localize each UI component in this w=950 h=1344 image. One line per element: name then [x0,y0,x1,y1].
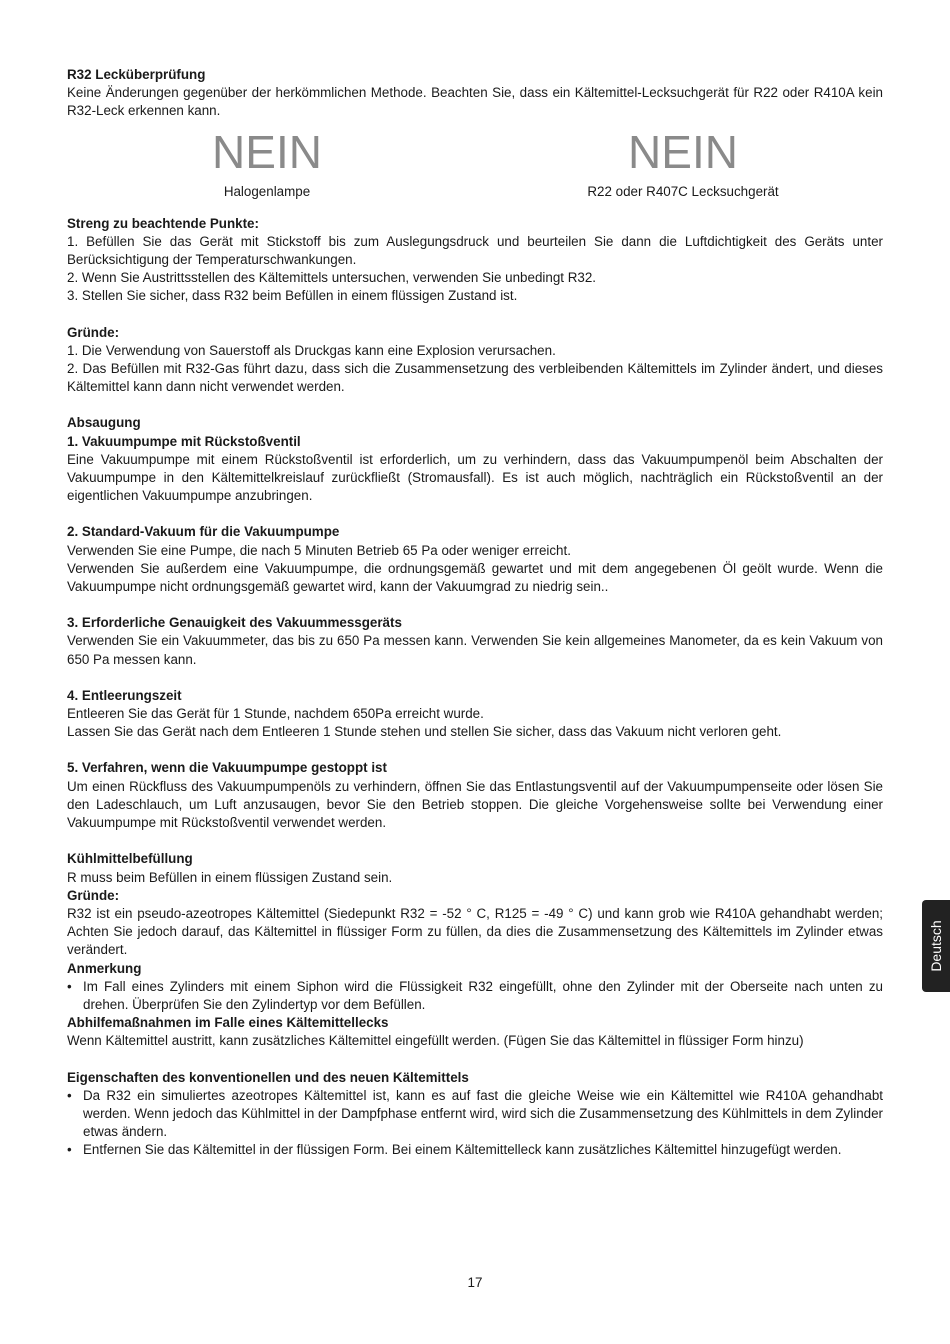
note-list [67,978,883,1014]
nein-row [67,121,883,207]
evac-s5-heading: 5. Verfahren, wenn die Vakuumpumpe gestoppt ist [67,760,387,776]
evac-s1-text: Eine Vakuumpumpe mit einem Rückstoßventil ist erforderlich, um zu verhindern, dass das Vakuumpumpenöl beim Abschalten der Vakuumpumpe in den Kältemittelkreislauf zurückfließt (Stromausfall). Es ist auch möglich, nachträglich ein Rückstoßventil an der eigentlichen Vakuumpumpe anzubringen. [67,451,883,504]
remedy-heading: Abhilfemaßnahmen im Falle eines Kältemittellecks [67,1015,389,1031]
evac-s2-heading: 2. Standard-Vakuum für die Vakuumpumpe [67,524,340,540]
evac-s1-heading: 1. Vakuumpumpe mit Rückstoßventil [67,433,301,449]
language-tab-label: Deutsch [927,920,944,972]
reasons-heading: Gründe: [67,324,120,340]
caption-left: Halogenlampe [223,183,311,199]
props-list [67,1087,883,1160]
leak-heading: R32 Lecküberprüfung [67,67,206,82]
props-item-2: • Entfernen Sie das Kältemittel in der flüssigen Form. Bei einem Kältemittelleck kann zusätzliches Kältemittel hinzugefügt werden. [67,1141,883,1159]
language-tab [922,900,950,992]
nein-right-block [567,121,799,201]
reasons-item-1: 1. Die Verwendung von Sauerstoff als Druckgas kann eine Explosion verursachen. [67,342,556,358]
evac-s3-heading: 3. Erforderliche Genauigkeit des Vakuummessgeräts [67,615,402,631]
evac-s4-heading: 4. Entleerungszeit [67,687,182,703]
points-heading: Streng zu beachtende Punkte: [67,215,259,231]
page-number: 17 [467,1275,483,1290]
caption-right: R22 oder R407C Lecksuchgerät [587,183,779,199]
leak-text: Keine Änderungen gegenüber der herkömmlichen Methode. Beachten Sie, dass ein Kältemittel-Lecksuchgerät für R22 oder R410A kein R32-Leck erkennen kann. [67,85,883,119]
points-item-3: 3. Stellen Sie sicher, dass R32 beim Befüllen in einem flüssigen Zustand ist. [67,288,518,304]
charge-reasons-text: R32 ist ein pseudo-azeotropes Kältemittel (Siedepunkt R32 = -52 ° C, R125 = -49 ° C) und kann grob wie R410A gehandhabt werden; Achten Sie jedoch darauf, das Kältemittel in flüssiger Form zu füllen, da dies die Zusammensetzung des Kältemittels im Zylinder etwas verändert. [67,905,883,958]
reasons-item-2: 2. Das Befüllen mit R32-Gas führt dazu, dass sich die Zusammensetzung des verbleibenden Kältemittels im Zylinder ändert, und dieses Kältemittel kann dann nicht verwendet werden. [67,361,883,395]
nein-right: NEIN [628,125,738,178]
evac-s2-text2: Verwenden Sie außerdem eine Vakuumpumpe, die ordnungsgemäß gewartet und mit dem angegebenen Öl geölt wurde. Wenn die Vakuumpumpe nicht ordnungsgemäß gewartet wird, kann der Vakuumgrad zu niedrig sein.. [67,560,883,595]
note-item: • Im Fall eines Zylinders mit einem Siphon wird die Flüssigkeit R32 eingefüllt, ohne den Zylinder mit der Oberseite nach unten zu drehen. Überprüfen Sie den Zylindertyp vor dem Befüllen. [67,978,883,1014]
points-item-2: 2. Wenn Sie Austrittsstellen des Kältemittels untersuchen, verwenden Sie unbedingt R32. [67,270,596,286]
page-content [67,66,883,1160]
remedy-text: Wenn Kältemittel austritt, kann zusätzliches Kältemittel eingefüllt werden. (Fügen Sie das Kältemittel in flüssiger Form hinzu) [67,1033,804,1049]
charge-reasons-heading: Gründe: [67,887,120,903]
charge-heading: Kühlmittelbefüllung [67,851,193,867]
evac-s4-text2: Lassen Sie das Gerät nach dem Entleeren 1 Stunde stehen und stellen Sie sicher, dass das Vakuum nicht verloren geht. [67,724,782,740]
nein-left: NEIN [212,125,322,178]
note-heading: Anmerkung [67,960,142,976]
evac-s2-text1: Verwenden Sie eine Pumpe, die nach 5 Minuten Betrieb 65 Pa oder weniger erreicht. [67,542,571,558]
props-item-1: • Da R32 ein simuliertes azeotropes Kältemittel ist, kann es auf fast die gleiche Weise wie ein Kältemittel wie R410A gehandhabt werden. Wenn jedoch das Kühlmittel in der Dampfphase entfernt wird, wird sich die Zusammensetzung des Kühlmittels in dem Zylinder etwas ändern. [67,1087,883,1142]
evac-s5-text: Um einen Rückfluss des Vakuumpumpenöls zu verhindern, öffnen Sie das Entlastungsventil auf der Vakuumpumpenseite oder lösen Sie den Ladeschlauch, um Luft anzusaugen, bevor Sie den Betrieb stoppen. Die gleiche Vorgehensweise sollte bei Verwendung einer Vakuumpumpe mit Rückstoßventil verwendet werden. [67,778,883,831]
evac-heading: Absaugung [67,415,141,431]
evac-s3-text: Verwenden Sie ein Vakuummeter, das bis zu 650 Pa messen kann. Verwenden Sie kein allgemeines Manometer, da es kein Vakuum von 650 Pa messen kann. [67,633,883,667]
nein-left-block [167,121,367,201]
evac-s4-text1: Entleeren Sie das Gerät für 1 Stunde, nachdem 650Pa erreicht wurde. [67,706,484,722]
props-heading: Eigenschaften des konventionellen und des neuen Kältemittels [67,1069,469,1085]
points-item-1: 1. Befüllen Sie das Gerät mit Stickstoff bis zum Auslegungsdruck und beurteilen Sie dann die Luftdichtigkeit des Geräts unter Berücksichtigung der Temperaturschwankungen. [67,233,883,268]
charge-text: R muss beim Befüllen in einem flüssigen Zustand sein. [67,869,393,885]
